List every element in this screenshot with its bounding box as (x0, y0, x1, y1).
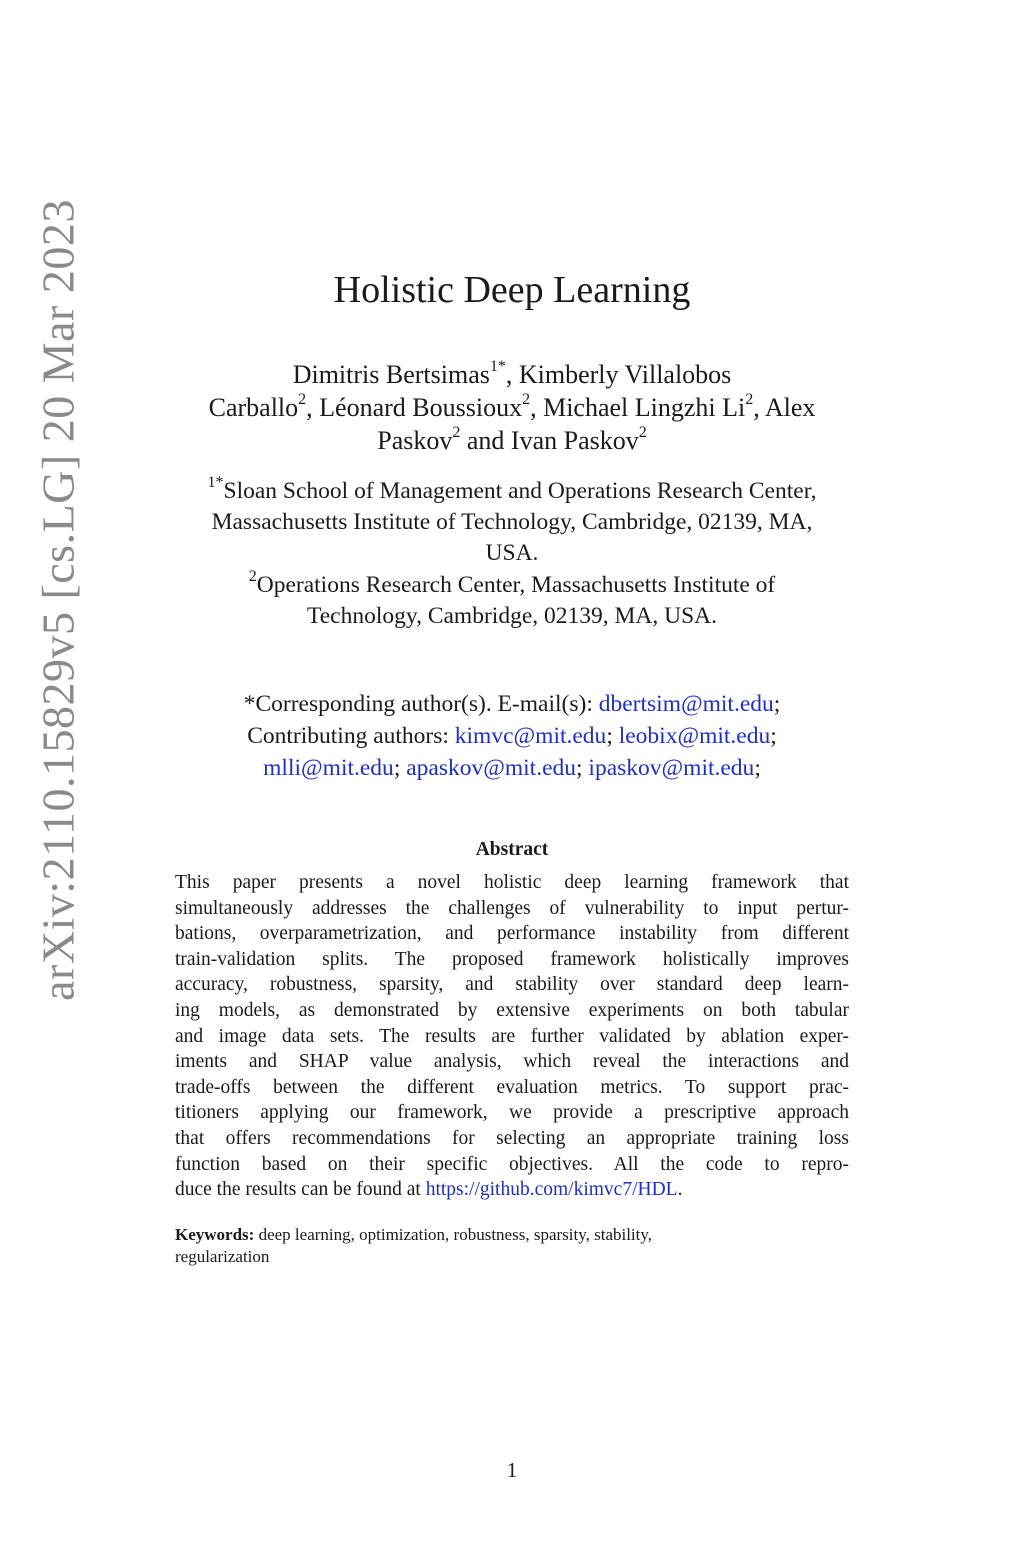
repo-link[interactable]: https://github.com/kimvc7/HDL (425, 1179, 678, 1201)
email-link-leobix[interactable]: leobix@mit.edu (618, 723, 771, 749)
author-affiliation-marker: 1* (489, 358, 506, 376)
separator: ; (606, 723, 613, 749)
separator: ; (393, 755, 401, 781)
arxiv-identifier-stamp: arXiv:2110.15829v5 [cs.LG] 20 Mar 2023 (32, 199, 84, 1001)
email-link-kimvc[interactable]: kimvc@mit.edu (454, 723, 607, 749)
affiliation-line: Massachusetts Institute of Technology, Cambridge, 02139, MA, (211, 509, 813, 535)
keywords-label: Keywords: (175, 1225, 255, 1244)
abstract-body (175, 870, 849, 1203)
affiliation-line: USA. (485, 540, 539, 566)
author-affiliation-marker: 2 (522, 391, 531, 409)
author-affiliation-marker: 2 (298, 391, 307, 409)
affiliation-line: Technology, Cambridge, 02139, MA, USA. (307, 603, 717, 629)
keywords-line (175, 1224, 849, 1246)
author-affiliation-marker: 2 (745, 391, 754, 409)
author-name: Carballo (208, 393, 299, 422)
author-name: and Ivan Paskov (460, 426, 639, 455)
abstract-line-text: . (677, 1179, 683, 1201)
author-affiliation-marker: 2 (638, 424, 647, 442)
abstract-line: iments and SHAP value analysis, which reveal the interactions and (175, 1051, 849, 1073)
contact-info (140, 688, 884, 784)
author-name: , Alex (753, 393, 816, 422)
abstract-line: ing models, as demonstrated by extensive experiments on both tabular (175, 999, 849, 1021)
affiliation-2 (140, 570, 884, 632)
email-link-apaskov[interactable]: apaskov@mit.edu (406, 755, 577, 781)
affiliation-text: Sloan School of Management and Operations Research Center, (223, 478, 817, 504)
author-affiliation-marker: 2 (452, 424, 461, 442)
abstract-line: This paper presents a novel holistic deep learning framework that (175, 872, 849, 893)
corresponding-author-line (140, 688, 884, 720)
affiliation-marker: 1* (207, 474, 224, 492)
email-link-ipaskov[interactable]: ipaskov@mit.edu (588, 755, 755, 781)
abstract-line: function based on their specific objectives. All the code to repro- (175, 1153, 849, 1175)
separator: ; (770, 723, 777, 749)
author-name: , Kimberly Villalobos (505, 360, 732, 389)
keywords-line: regularization (175, 1247, 270, 1266)
abstract-line: accuracy, robustness, sparsity, and stability over standard deep learn- (175, 974, 849, 996)
author-name: Dimitris Bertsimas (292, 360, 490, 389)
email-link-mlli[interactable]: mlli@mit.edu (263, 755, 394, 781)
affiliation-text: Operations Research Center, Massachusetts Institute of (256, 572, 776, 598)
abstract-line: train-validation splits. The proposed framework holistically improves (175, 948, 849, 970)
abstract-line-text: duce the results can be found at (175, 1179, 426, 1201)
separator: ; (773, 691, 781, 717)
author-name: Paskov (377, 426, 453, 455)
author-line-3 (150, 424, 874, 457)
abstract-line: and image data sets. The results are further validated by ablation exper- (175, 1025, 849, 1047)
author-name: , Michael Lingzhi Li (530, 393, 746, 422)
author-name: , Léonard Boussioux (306, 393, 523, 422)
affiliation-line (140, 476, 884, 507)
keywords (175, 1224, 849, 1268)
contributing-authors-line (140, 752, 884, 784)
email-link-dbertsim[interactable]: dbertsim@mit.edu (598, 691, 774, 717)
author-list (150, 358, 874, 457)
affiliation-marker: 2 (248, 568, 257, 586)
abstract-line: bations, overparametrization, and performance instability from different (175, 923, 849, 945)
corresponding-label: *Corresponding author(s). E-mail(s): (243, 691, 599, 717)
page-number: 1 (506, 1458, 518, 1482)
paper-title: Holistic Deep Learning (333, 269, 691, 311)
abstract-line: trade-offs between the different evaluation metrics. To support prac- (175, 1076, 849, 1098)
separator: ; (754, 755, 761, 781)
author-line-2 (150, 391, 874, 424)
keywords-text: deep learning, optimization, robustness, sparsity, stability, (254, 1225, 653, 1244)
abstract-line: that offers recommendations for selecting an appropriate training loss (175, 1127, 849, 1149)
abstract-line: titioners applying our framework, we provide a prescriptive approach (175, 1102, 849, 1124)
author-line-1 (150, 358, 874, 391)
contributing-authors-line (140, 720, 884, 752)
affiliation-1 (140, 476, 884, 569)
abstract-last-line (175, 1177, 849, 1203)
separator: ; (576, 755, 583, 781)
affiliation-line (140, 570, 884, 601)
abstract-line: simultaneously addresses the challenges of vulnerability to input pertur- (175, 897, 849, 919)
abstract-heading: Abstract (475, 839, 549, 860)
contributing-label: Contributing authors: (247, 723, 455, 749)
